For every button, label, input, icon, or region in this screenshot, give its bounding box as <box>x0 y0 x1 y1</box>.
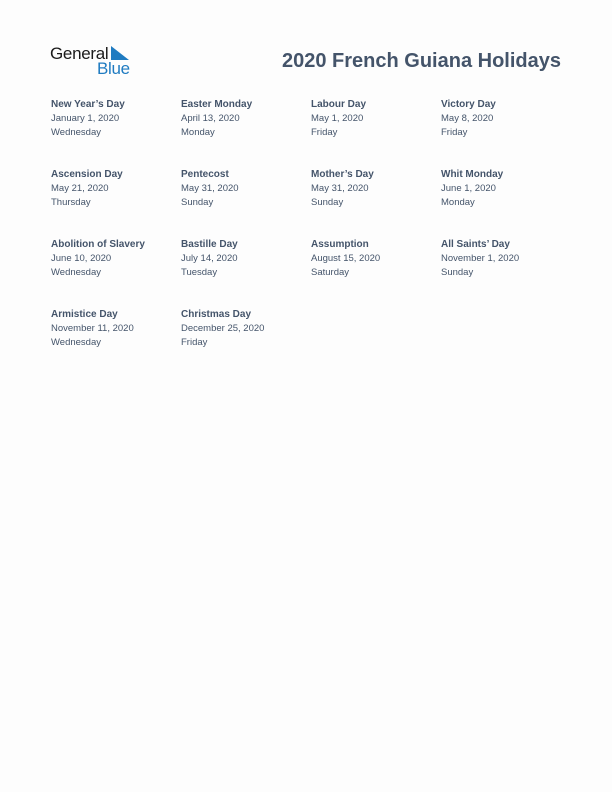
holiday-date: May 1, 2020 <box>311 113 364 124</box>
holiday-date: November 11, 2020 <box>51 323 134 334</box>
holiday-name: Ascension Day <box>51 169 123 180</box>
holiday-item <box>311 98 441 168</box>
holiday-weekday: Wednesday <box>51 266 101 278</box>
holiday-item <box>181 308 311 378</box>
holiday-item <box>441 98 571 168</box>
holiday-date: November 1, 2020 <box>441 253 520 264</box>
holiday-name: Armistice Day <box>51 309 118 320</box>
logo-text-blue: Blue <box>97 59 130 78</box>
holiday-date: December 25, 2020 <box>181 323 265 334</box>
holiday-name: Pentecost <box>181 169 229 180</box>
holiday-item <box>311 238 441 308</box>
holiday-name: Labour Day <box>311 99 367 110</box>
holiday-item <box>441 238 571 308</box>
holiday-weekday: Wednesday <box>51 126 101 138</box>
holiday-name: Bastille Day <box>181 239 238 250</box>
holiday-weekday: Sunday <box>311 196 344 208</box>
holiday-item <box>181 238 311 308</box>
holiday-name: All Saints’ Day <box>441 239 510 250</box>
holiday-weekday: Tuesday <box>181 266 218 278</box>
holiday-item <box>51 168 181 238</box>
logo-text-general: General <box>50 44 109 63</box>
holiday-name: Victory Day <box>441 99 496 110</box>
holiday-item <box>51 308 181 378</box>
holiday-grid <box>51 98 571 378</box>
holiday-date: May 21, 2020 <box>51 183 109 194</box>
holiday-weekday: Thursday <box>51 196 91 208</box>
holiday-item <box>51 238 181 308</box>
holiday-item <box>51 98 181 168</box>
holiday-weekday: Friday <box>441 126 468 138</box>
holiday-date: June 1, 2020 <box>441 183 496 194</box>
holiday-weekday: Monday <box>441 196 475 208</box>
holiday-date: August 15, 2020 <box>311 253 381 264</box>
holiday-weekday: Sunday <box>181 196 214 208</box>
holiday-name: New Year’s Day <box>51 99 125 110</box>
holiday-weekday: Monday <box>181 126 215 138</box>
holiday-date: June 10, 2020 <box>51 253 112 264</box>
holiday-weekday: Sunday <box>441 266 474 278</box>
holiday-weekday: Saturday <box>311 266 350 278</box>
holiday-date: May 31, 2020 <box>181 183 239 194</box>
holiday-item <box>311 168 441 238</box>
holiday-item <box>181 168 311 238</box>
holiday-weekday: Friday <box>311 126 338 138</box>
holiday-date: January 1, 2020 <box>51 113 120 124</box>
holiday-item <box>181 98 311 168</box>
holiday-date: May 8, 2020 <box>441 113 494 124</box>
holiday-date: May 31, 2020 <box>311 183 369 194</box>
holiday-date: July 14, 2020 <box>181 253 238 264</box>
holiday-name: Christmas Day <box>181 309 252 320</box>
generalblue-logo <box>50 44 134 78</box>
holiday-name: Abolition of Slavery <box>51 239 145 250</box>
holiday-item <box>441 168 571 238</box>
holiday-name: Easter Monday <box>181 99 253 110</box>
page-title: 2020 French Guiana Holidays <box>282 50 561 72</box>
holiday-name: Whit Monday <box>441 169 504 180</box>
holiday-date: April 13, 2020 <box>181 113 240 124</box>
logo-triangle-icon <box>111 46 129 60</box>
holiday-name: Assumption <box>311 239 369 250</box>
holiday-weekday: Friday <box>181 336 208 348</box>
holiday-weekday: Wednesday <box>51 336 101 348</box>
holiday-name: Mother’s Day <box>311 169 374 180</box>
